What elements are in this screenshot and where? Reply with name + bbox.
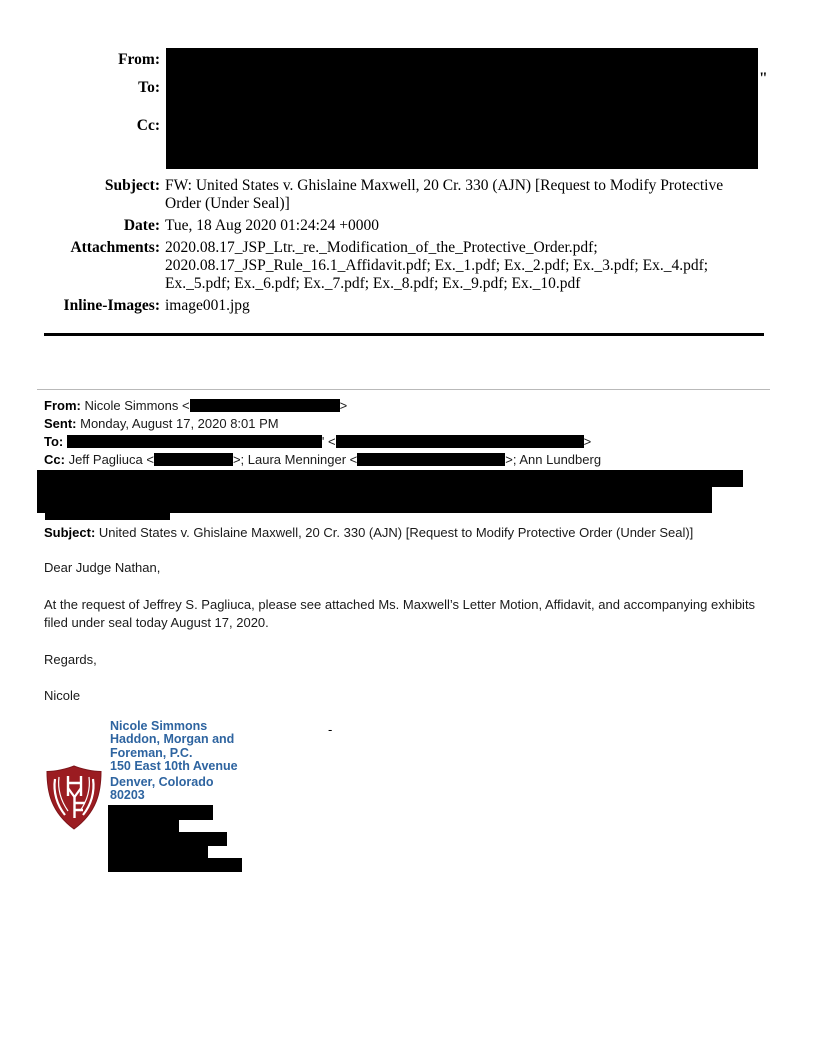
redaction-from-email — [190, 399, 340, 412]
redaction-signature-row-1 — [108, 805, 213, 820]
signature-block — [110, 720, 310, 802]
signature-address-line-2: Denver, Colorado — [110, 774, 214, 789]
signature-name: Nicole Simmons — [110, 719, 208, 733]
redaction-signature-row-3 — [108, 832, 227, 846]
redaction-signature-row-4 — [108, 846, 208, 858]
quoted-cc-name-3: >; Ann Lundberg — [505, 452, 602, 467]
trailing-quote-mark: " — [759, 70, 768, 87]
inline-images-label: Inline-Images: — [63, 297, 160, 314]
signature-firm-line-2: Foreman, P.C. — [110, 745, 193, 760]
date-label: Date: — [123, 217, 160, 234]
redaction-to-name — [67, 435, 322, 448]
subject-line-2: Order (Under Seal)] — [165, 195, 290, 212]
salutation: Dear Judge Nathan, — [44, 560, 161, 575]
attachments-line-3: Ex._5.pdf; Ex._6.pdf; Ex._7.pdf; Ex._8.pdf; Ex._9.pdf; Ex._10.pdf — [165, 275, 581, 292]
reply-separator-rule — [37, 389, 770, 390]
quoted-cc-label: Cc: — [44, 452, 65, 467]
to-label: To: — [138, 79, 160, 96]
cc-label: Cc: — [136, 117, 160, 134]
redaction-to-email — [336, 435, 584, 448]
quoted-cc-name-1: Jeff Pagliuca < — [64, 452, 154, 467]
hmf-shield-logo-icon — [42, 764, 106, 832]
firm-logo — [42, 764, 106, 832]
quoted-sent-label: Sent: — [44, 416, 77, 431]
subject-label: Subject: — [104, 177, 160, 194]
subject-value — [165, 177, 770, 213]
quoted-sent-line — [44, 415, 784, 432]
redaction-cc-overflow-row-3 — [45, 513, 170, 520]
quoted-subject-value: United States v. Ghislaine Maxwell, 20 Cr. 330 (AJN) [Request to Modify Protective Order (Under Seal)] — [95, 525, 694, 540]
quoted-from-close: > — [339, 398, 348, 413]
signature-address-line-1: 150 East 10th Avenue — [110, 759, 238, 774]
quoted-from-name: Nicole Simmons < — [80, 398, 190, 413]
quoted-from-line — [44, 397, 784, 414]
subject-line-1: FW: United States v. Ghislaine Maxwell, 20 Cr. 330 (AJN) [Request to Modify Protective — [165, 177, 724, 194]
header-divider-rule — [44, 333, 764, 336]
redaction-signature-row-5 — [108, 858, 242, 872]
quoted-subject-line — [44, 524, 784, 541]
quoted-to-close: > — [583, 434, 592, 449]
redaction-cc-email-2 — [357, 453, 505, 466]
redaction-signature-row-2 — [108, 820, 179, 832]
redaction-cc-overflow-row-2 — [37, 487, 712, 513]
signature-firm-line-1: Haddon, Morgan and — [110, 732, 235, 747]
attachments-line-1: 2020.08.17_JSP_Ltr._re._Modification_of_the_Protective_Order.pdf; — [165, 239, 598, 256]
quoted-sent-value: Monday, August 17, 2020 8:01 PM — [76, 416, 279, 431]
body-paragraph: At the request of Jeffrey S. Pagliuca, please see attached Ms. Maxwell’s Letter Motion, Affidavit, and accompanying exhibits filed under seal today August 17, 2020. — [44, 597, 756, 630]
quoted-to-label: To: — [44, 434, 64, 449]
attachments-value — [165, 239, 770, 293]
signature-zip: 80203 — [110, 788, 145, 803]
redaction-cc-overflow-row-1 — [37, 470, 743, 487]
quoted-to-line — [44, 433, 784, 450]
quoted-cc-line — [44, 451, 784, 468]
inline-images-value: image001.jpg — [165, 297, 250, 314]
quoted-from-label: From: — [44, 398, 81, 413]
regards-line: Regards, — [44, 652, 97, 667]
signoff-name: Nicole — [44, 688, 81, 703]
signature-dash: - — [328, 722, 333, 737]
quoted-cc-name-2: >; Laura Menninger < — [232, 452, 358, 467]
redaction-cc-email-1 — [154, 453, 233, 466]
attachments-line-2: 2020.08.17_JSP_Rule_16.1_Affidavit.pdf; Ex._1.pdf; Ex._2.pdf; Ex._3.pdf; Ex._4.pdf; — [165, 257, 709, 274]
redaction-recipients-block — [166, 48, 758, 169]
quoted-to-mid: ' < — [321, 434, 336, 449]
date-value: Tue, 18 Aug 2020 01:24:24 +0000 — [165, 217, 379, 234]
from-label: From: — [118, 51, 160, 68]
quoted-subject-label: Subject: — [44, 525, 96, 540]
attachments-label: Attachments: — [70, 239, 160, 256]
